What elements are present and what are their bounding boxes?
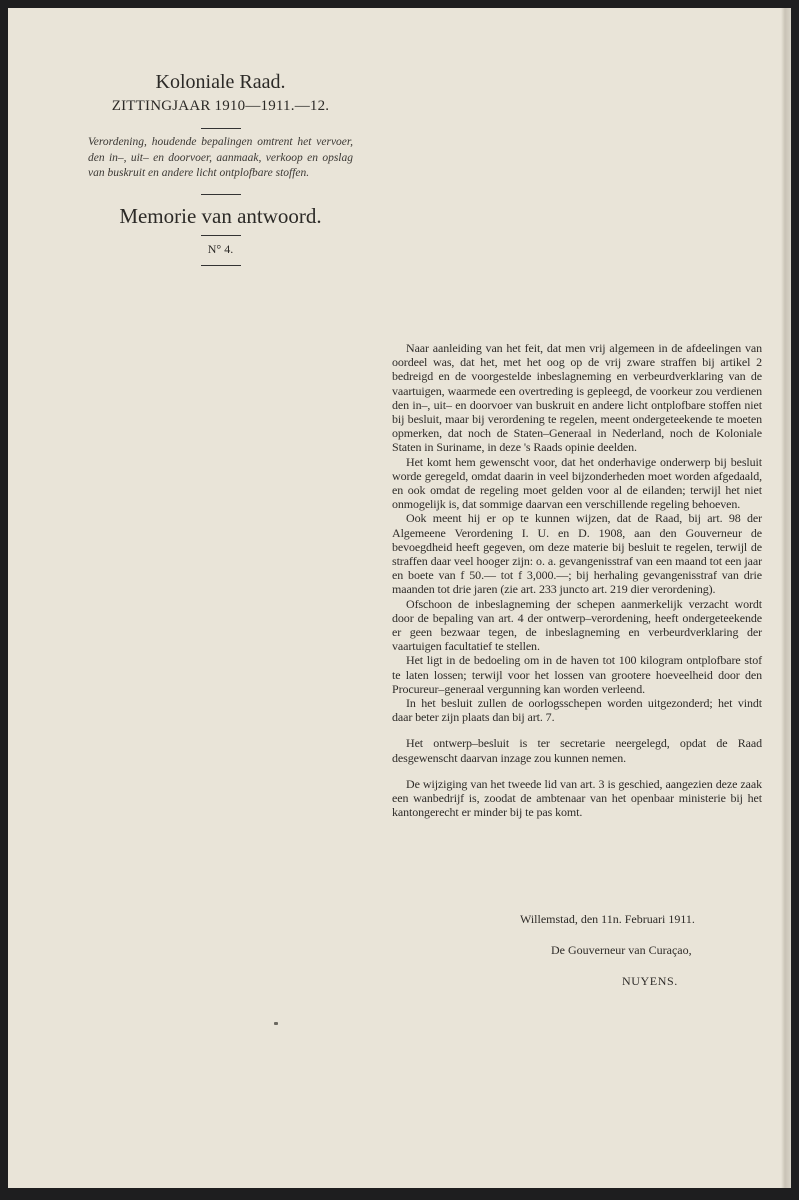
body-paragraph: Het komt hem gewenscht voor, dat het onderhavige onderwerp bij besluit worde geregeld, omdat daarin in veel bijzonderheden moet worden afgedaald, en ook omdat de regeling moet gelden voor al de eilanden; terwijl het niet onmogelijk is, dat sommige daarvan een verschillende regeling behoeven. — [392, 454, 762, 512]
signatory-name: NUYENS. — [622, 974, 678, 988]
body-paragraph: Het ontwerp–besluit is ter secretarie neergelegd, opdat de Raad desgewenscht daarvan inzage zou kunnen nemen. — [392, 736, 762, 765]
memo-body — [392, 341, 762, 820]
ordinance-subject: Verordening, houdende bepalingen omtrent het vervoer, den in–, uit– en doorvoer, aanmaak, verkoop en opslag van buskruit en andere licht ontplofbare stoffen. — [88, 136, 353, 179]
council-title: Koloniale Raad. — [155, 71, 286, 93]
body-paragraph: Ook meent hij er op te kunnen wijzen, dat de Raad, bij art. 98 der Algemeene Verordening I. U. en D. 1908, aan den Gouverneur de bevoegdheid heeft gegeven, om deze materie bij besluit te regelen, terwijl de straffen daar veel hooger zijn: o. a. gevangenisstraf van een maand tot een jaar en boete van f 50.— tot f 3,000.—; bij herhaling gevangenisstraf van drie maanden tot drie jaren (zie art. 233 juncto art. 219 dier verordening). — [392, 511, 762, 597]
document-header — [88, 70, 353, 266]
subject-divider — [201, 194, 241, 195]
body-paragraph: Het ligt in de bedoeling om in de haven tot 100 kilogram ontplofbare stof te laten lossen; terwijl voor het lossen van grootere hoeveelheid door den Procureur–generaal vergunning kan worden verleend. — [392, 653, 762, 696]
session-year: ZITTINGJAAR 1910—1911.—12. — [111, 98, 330, 114]
body-paragraph: In het besluit zullen de oorlogsschepen worden uitgezonderd; het vindt daar beter zijn plaats dan bij art. 7. — [392, 696, 762, 725]
memo-title: Memorie van antwoord. — [119, 203, 322, 228]
body-paragraph: Ofschoon de inbeslagneming der schepen aanmerkelijk verzacht wordt door de bepaling van art. 4 der ontwerp–verordening, heeft ondergeteekende er geen bezwaar tegen, de inbeslagneming en verbeurdverklaring der vaartuigen facultatief te stellen. — [392, 596, 762, 654]
memo-divider — [201, 235, 241, 236]
document-number: N° 4. — [207, 241, 234, 256]
paper-speck — [274, 1022, 278, 1025]
document-page — [8, 8, 791, 1188]
signatory-office: De Gouverneur van Curaçao, — [551, 943, 692, 957]
body-paragraph: Naar aanleiding van het feit, dat men vrij algemeen in de afdeelingen van oordeel was, dat het, met het oog op de vrij zware straffen bij artikel 2 bedreigd en de voorgestelde inbeslagneming en verbeurdverklaring van de vaartuigen, waarmede een overtreding is gepleegd, de voorkeur zou verdienen den in–, uit– en doorvoer van buskruit en andere licht ontplofbare stoffen niet bij besluit, maar bij verordening te regelen, meent ondergeteekende te moeten opmerken, dat noch de Staten–Generaal in Nederland, noch de Koloniale Staten in Suriname, in deze 's Raads opinie deelden. — [392, 341, 762, 455]
number-divider — [201, 265, 241, 266]
body-paragraph: De wijziging van het tweede lid van art. 3 is geschied, aangezien deze zaak een wanbedrijf is, zoodat de ambtenaar van het openbaar ministerie bij het kantongerecht er minder bij te pas komt. — [392, 776, 762, 820]
header-divider — [201, 128, 241, 129]
place-date: Willemstad, den 11n. Februari 1911. — [520, 912, 695, 926]
page-edge-shadow — [781, 8, 791, 1188]
